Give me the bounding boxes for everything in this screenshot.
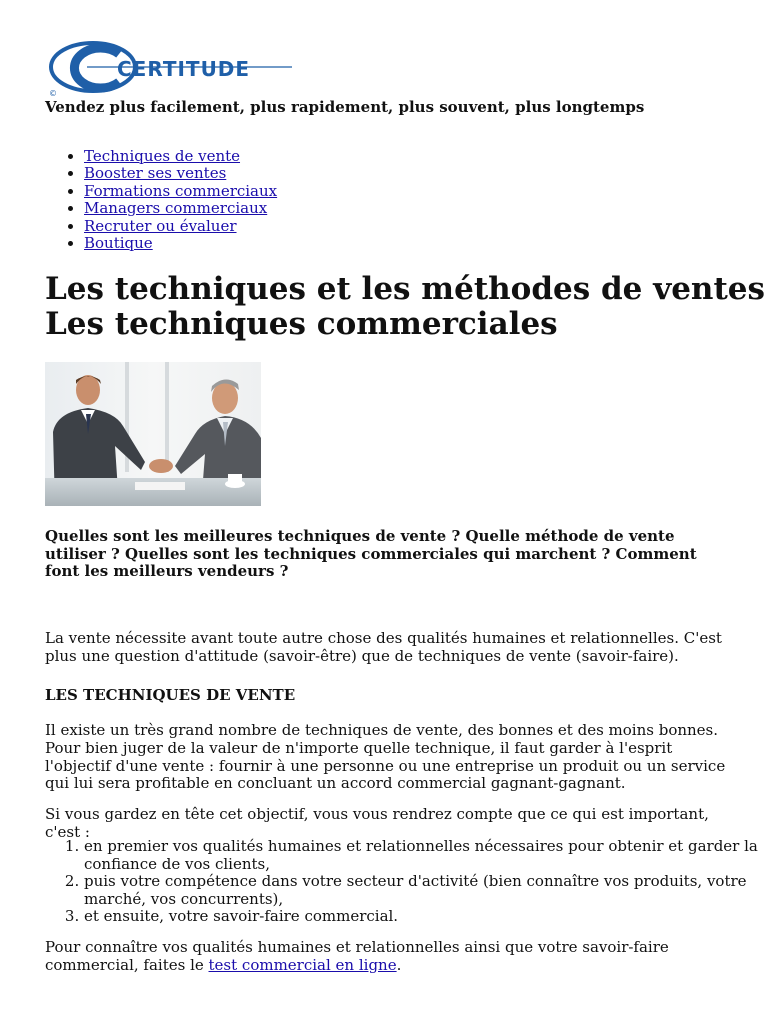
page-title xyxy=(45,271,765,342)
nav-item xyxy=(84,183,277,200)
nav-item xyxy=(84,235,277,252)
list-item: 3. et ensuite, votre savoir-faire commercial. xyxy=(84,908,768,926)
paragraph-test xyxy=(45,939,735,975)
list-item: 2. puis votre compétence dans votre secteur d'activité (bien connaître vos produits, votre marché, vos concurrents), xyxy=(84,873,768,908)
page-title-line-1: Les techniques et les méthodes de ventes xyxy=(45,271,765,307)
nav-link-boutique[interactable]: Boutique xyxy=(84,234,153,253)
certitude-logo[interactable] xyxy=(47,40,297,100)
logo-text: CERTITUDE xyxy=(117,57,251,81)
nav-link-recruter-ou-evaluer[interactable]: Recruter ou évaluer xyxy=(84,216,237,235)
nav-item xyxy=(84,165,277,182)
nav-link-managers-commerciaux[interactable]: Managers commerciaux xyxy=(84,199,268,218)
nav-link-formations-commerciaux[interactable]: Formations commerciaux xyxy=(84,181,278,200)
paragraph-objective: Si vous gardez en tête cet objectif, vous vous rendrez compte que ce qui est important, c'est : xyxy=(45,805,709,841)
section-heading: LES TECHNIQUES DE VENTE xyxy=(45,686,296,704)
nav-item xyxy=(84,148,277,165)
key-questions: Quelles sont les meilleures techniques de vente ? Quelle méthode de vente utiliser ? Quelles sont les techniques commerciales qui marchent ? Comment font les meilleurs vendeurs ? xyxy=(45,527,697,581)
nav-item xyxy=(84,218,277,235)
main-nav xyxy=(45,148,277,252)
business-handshake-photo xyxy=(45,362,261,506)
priorities-list xyxy=(45,838,768,926)
paragraph-test-text: Pour connaître vos qualités humaines et relationnelles ainsi que votre savoir-faire commercial, faites le xyxy=(45,938,669,974)
intro-paragraph: La vente nécessite avant toute autre chose des qualités humaines et relationnelles. C'est plus une question d'attitude (savoir-être) que de techniques de vente (savoir-faire). xyxy=(45,629,722,665)
nav-link-techniques-de-vente[interactable]: Techniques de vente xyxy=(84,147,241,165)
test-commercial-link[interactable]: test commercial en ligne xyxy=(208,955,397,974)
nav-item xyxy=(84,200,277,217)
paragraph-techniques: Il existe un très grand nombre de techniques de vente, des bonnes et des moins bonnes. Pour bien juger de la valeur de n'importe quelle technique, il faut garder à l'esprit l'objectif d'une vente : fournir à une personne ou une entreprise un produit ou un service qui lui sera profitable en concluant un accord commercial gagnant-gagnant. xyxy=(45,721,726,793)
logo-mark: © xyxy=(49,89,57,98)
tagline: Vendez plus facilement, plus rapidement, plus souvent, plus longtemps xyxy=(45,98,645,116)
list-item: 1. en premier vos qualités humaines et relationnelles nécessaires pour obtenir et garder la confiance de vos clients, xyxy=(84,838,768,873)
nav-link-booster-ses-ventes[interactable]: Booster ses ventes xyxy=(84,164,227,183)
page-title-line-2: Les techniques commerciales xyxy=(45,306,558,342)
paragraph-test-end: . xyxy=(396,955,402,974)
